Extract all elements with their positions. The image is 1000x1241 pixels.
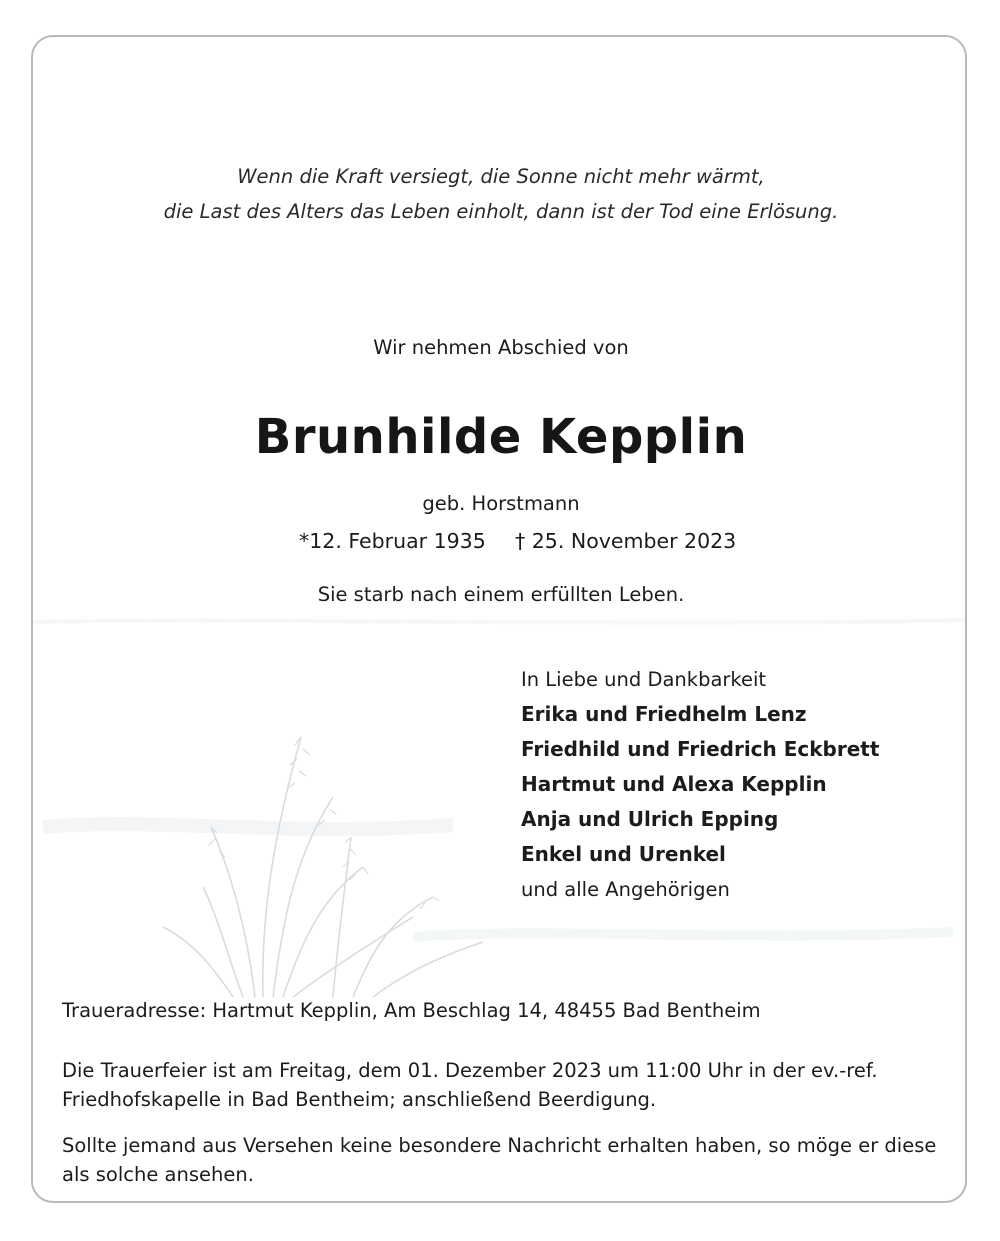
ceremony-info	[62, 1056, 952, 1114]
notice-info	[62, 1131, 952, 1189]
birth-date: *12. Februar 1935	[299, 529, 486, 553]
mourner-name: Hartmut und Alexa Kepplin	[521, 772, 827, 796]
notice-line-2: als solche ansehen.	[62, 1163, 254, 1186]
ceremony-line-2: Friedhofskapelle in Bad Bentheim; anschließend Beerdigung.	[62, 1088, 657, 1111]
epitaph: Sie starb nach einem erfüllten Leben.	[317, 583, 685, 606]
birth-name: geb. Horstmann	[422, 492, 580, 515]
mourners-closing: und alle Angehörigen	[521, 878, 730, 901]
mourner-name: Erika und Friedhelm Lenz	[521, 702, 807, 726]
mourner-name: Anja und Ulrich Epping	[521, 807, 779, 831]
quote-line-2: die Last des Alters das Leben einholt, dann ist der Tod eine Erlösung.	[163, 200, 839, 223]
mourners-list	[521, 662, 879, 907]
notice-line-1: Sollte jemand aus Versehen keine besondere Nachricht erhalten haben, so möge er diese	[62, 1134, 937, 1157]
mourning-address: Traueradresse: Hartmut Kepplin, Am Beschlag 14, 48455 Bad Bentheim	[62, 999, 761, 1022]
death-date: † 25. November 2023	[515, 529, 737, 553]
mourner-name: Enkel und Urenkel	[521, 842, 726, 866]
quote-line-1: Wenn die Kraft versiegt, die Sonne nicht mehr wärmt,	[237, 165, 765, 188]
ceremony-line-1: Die Trauerfeier ist am Freitag, dem 01. Dezember 2023 um 11:00 Uhr in der ev.-ref.	[62, 1059, 878, 1082]
obituary-card	[31, 35, 967, 1203]
deceased-name: Brunhilde Kepplin	[254, 409, 748, 465]
farewell-intro: Wir nehmen Abschied von	[373, 336, 629, 359]
mourners-intro: In Liebe und Dankbarkeit	[521, 668, 767, 691]
mourner-name: Friedhild und Friedrich Eckbrett	[521, 737, 880, 761]
